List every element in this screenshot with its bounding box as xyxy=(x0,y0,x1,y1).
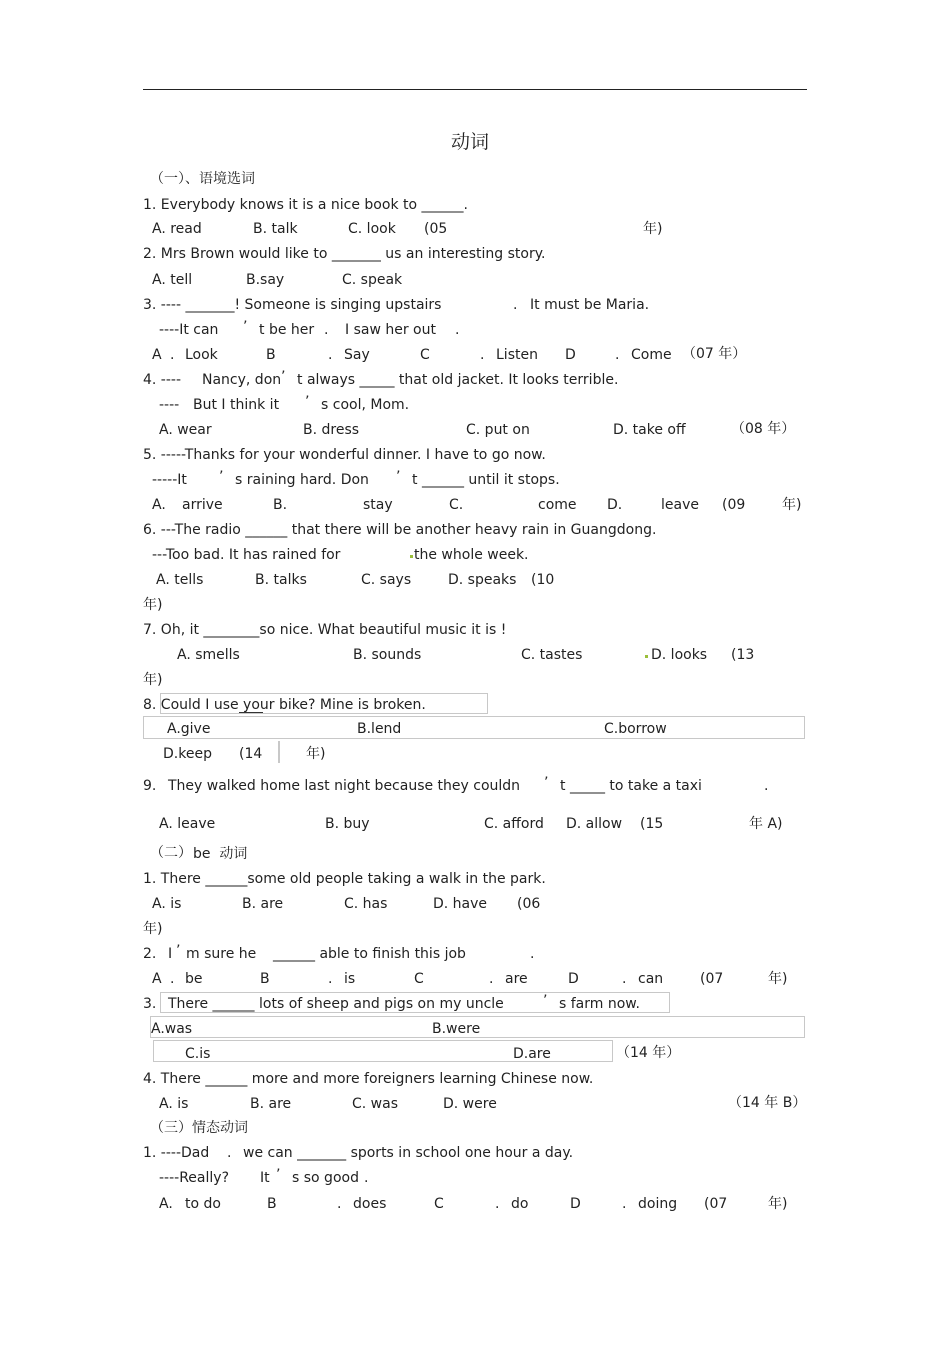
text-line: A. smells xyxy=(177,647,240,663)
text-line: (07 xyxy=(700,971,724,987)
text-line: B.say xyxy=(246,272,285,288)
text-line: 1. There ______some old people taking a walk in the park. xyxy=(143,871,546,887)
text-line: C. was xyxy=(352,1096,398,1112)
text-line: ’ xyxy=(276,1167,281,1183)
text-line: A. leave xyxy=(159,816,216,832)
text-line: C. afford xyxy=(484,816,544,832)
text-line: s so good xyxy=(292,1170,359,1186)
text-line: ’ xyxy=(176,943,181,959)
text-line: 4. There ______ more and more foreigners learning Chinese now. xyxy=(143,1071,594,1087)
text-line: doing xyxy=(638,1196,678,1212)
text-line: A. tell xyxy=(152,272,193,288)
text-line: . xyxy=(615,347,620,363)
text-line: Nancy, don xyxy=(202,372,282,388)
text-line: Look xyxy=(185,347,218,363)
text-line: A.was xyxy=(151,1021,193,1037)
text-line: . xyxy=(170,347,175,363)
text-line: A. wear xyxy=(159,422,212,438)
text-line: . xyxy=(324,322,329,338)
text-line: ----Really? xyxy=(159,1170,229,1186)
text-line: 年) xyxy=(306,746,326,762)
text-line: ’ xyxy=(243,319,248,335)
text-line: Say xyxy=(344,347,370,363)
text-line: Listen xyxy=(496,347,538,363)
text-line: （三）情态动词 xyxy=(150,1120,248,1136)
text-line: They walked home last night because they couldn xyxy=(168,778,521,794)
text-line: B. are xyxy=(242,896,284,912)
text-line: C. tastes xyxy=(521,647,583,663)
text-line: A. is xyxy=(152,896,182,912)
text-line: 年) xyxy=(768,1196,788,1212)
text-line: (06 xyxy=(517,896,541,912)
text-line: D. were xyxy=(443,1096,497,1112)
text-line: It xyxy=(260,1170,270,1186)
text-line: (09 xyxy=(722,497,746,513)
text-line: D.keep xyxy=(163,746,212,762)
text-line: does xyxy=(353,1196,387,1212)
text-line: leave xyxy=(661,497,699,513)
text-line: B. xyxy=(273,497,288,513)
text-line: B. talk xyxy=(253,221,298,237)
text-line: (10 xyxy=(531,572,555,588)
text-line: D. speaks xyxy=(448,572,517,588)
text-line: C.borrow xyxy=(604,721,667,737)
text-line: （一）、语境选词 xyxy=(150,171,255,187)
mark-dot xyxy=(645,655,648,658)
text-line: are xyxy=(505,971,528,987)
answer-box xyxy=(278,741,280,763)
text-line: (13 xyxy=(731,647,755,663)
text-line: stay xyxy=(363,497,393,513)
text-line: A. tells xyxy=(156,572,204,588)
text-line: But I think it xyxy=(193,397,280,413)
text-line: . xyxy=(495,1196,500,1212)
text-line: （14 年） xyxy=(616,1045,681,1061)
text-line: C. says xyxy=(361,572,412,588)
text-line: C. look xyxy=(348,221,396,237)
text-line: （08 年） xyxy=(731,421,796,437)
text-line: ’ xyxy=(219,469,224,485)
text-line: B. dress xyxy=(303,422,360,438)
text-line: 3. xyxy=(143,996,157,1012)
text-line: (05 xyxy=(424,221,448,237)
text-line: ’ xyxy=(281,369,286,385)
text-line: 4. ---- xyxy=(143,372,182,388)
text-line: . xyxy=(328,347,333,363)
text-line: . xyxy=(622,971,627,987)
page-title: 动词 xyxy=(451,131,490,153)
text-line: B xyxy=(260,971,270,987)
text-line: A. xyxy=(152,497,166,513)
text-line: B xyxy=(266,347,276,363)
text-line: . xyxy=(489,971,494,987)
text-line: 9. xyxy=(143,778,157,794)
text-line: Come xyxy=(631,347,672,363)
text-line: D.are xyxy=(513,1046,551,1062)
text-line: is xyxy=(344,971,356,987)
text-line: D. allow xyxy=(566,816,623,832)
text-line: B. are xyxy=(250,1096,292,1112)
text-line: ---Too bad. It has rained for xyxy=(152,547,341,563)
text-line: -----It xyxy=(152,472,187,488)
text-line: C. has xyxy=(344,896,388,912)
text-line: D xyxy=(568,971,579,987)
text-line: . xyxy=(764,778,769,794)
text-line: s raining hard. Don xyxy=(235,472,369,488)
text-line: D xyxy=(565,347,576,363)
text-line: A. read xyxy=(152,221,202,237)
text-line: . xyxy=(480,347,485,363)
text-line: D. looks xyxy=(651,647,708,663)
text-line: C xyxy=(434,1196,444,1212)
text-line: . xyxy=(622,1196,627,1212)
text-line: There ______ lots of sheep and pigs on my uncle xyxy=(168,996,504,1012)
text-line: B. sounds xyxy=(353,647,422,663)
text-line: A. is xyxy=(159,1096,189,1112)
text-line: m sure he xyxy=(186,946,257,962)
header-rule xyxy=(143,89,807,90)
text-line: . xyxy=(170,971,175,987)
text-line: A. xyxy=(159,1196,173,1212)
text-line: come xyxy=(538,497,577,513)
text-line: t be her xyxy=(259,322,315,338)
text-line: 年) xyxy=(782,497,802,513)
text-line: the whole week. xyxy=(414,547,529,563)
text-line: 8. Could I use your bike? Mine is broken. xyxy=(143,697,426,713)
text-line: C xyxy=(414,971,424,987)
text-line: B xyxy=(267,1196,277,1212)
text-line: (15 xyxy=(640,816,664,832)
text-line: . xyxy=(530,946,535,962)
text-line: do xyxy=(511,1196,529,1212)
text-line: to do xyxy=(185,1196,221,1212)
text-line: be xyxy=(185,971,203,987)
text-line: . xyxy=(513,297,518,313)
text-line: 3. ---- _______! Someone is singing upstairs xyxy=(143,297,442,313)
text-line: C. put on xyxy=(466,422,530,438)
text-line: D. have xyxy=(433,896,488,912)
text-line: （14 年 B） xyxy=(728,1095,807,1111)
text-line: 7. Oh, it ________so nice. What beautiful music it is ! xyxy=(143,622,507,638)
text-line: can xyxy=(638,971,664,987)
text-line: ’ xyxy=(543,993,548,1009)
text-line: ’ xyxy=(396,469,401,485)
text-line: be 动词 xyxy=(193,846,248,862)
text-line: t _____ to take a taxi xyxy=(560,778,702,794)
text-line: . xyxy=(328,971,333,987)
text-line: . xyxy=(455,322,460,338)
text-line: 年 A) xyxy=(749,816,783,832)
text-line: ’ xyxy=(305,394,310,410)
text-line: D. take off xyxy=(613,422,686,438)
text-line: 2. Mrs Brown would like to _______ us an interesting story. xyxy=(143,246,546,262)
text-line: 年) xyxy=(143,672,163,688)
text-line: 6. ---The radio ______ that there will be another heavy rain in Guangdong. xyxy=(143,522,657,538)
text-line: 1. ----Dad xyxy=(143,1145,210,1161)
text-line: t always _____ that old jacket. It looks terrible. xyxy=(297,372,619,388)
text-line: s cool, Mom. xyxy=(321,397,410,413)
text-line: ----It can xyxy=(159,322,219,338)
text-line: 年) xyxy=(143,597,163,613)
text-line: A xyxy=(152,347,162,363)
answer-box xyxy=(143,716,805,739)
text-line: 年) xyxy=(768,971,788,987)
text-line: . xyxy=(364,1170,369,1186)
text-line: 2. xyxy=(143,946,157,962)
text-line: ---- xyxy=(159,397,180,413)
text-line: A.give xyxy=(167,721,211,737)
text-line: (14 xyxy=(239,746,263,762)
text-line: （二） xyxy=(150,845,192,861)
text-line: A xyxy=(152,971,162,987)
text-line: C xyxy=(420,347,430,363)
text-line: ______ able to finish this job xyxy=(273,946,466,962)
text-line: arrive xyxy=(182,497,223,513)
text-line: ’ xyxy=(544,775,549,791)
text-line: I saw her out xyxy=(345,322,436,338)
text-line: . xyxy=(337,1196,342,1212)
text-line: s farm now. xyxy=(559,996,640,1012)
text-line: C. speak xyxy=(342,272,403,288)
text-line: D xyxy=(570,1196,581,1212)
text-line: t ______ until it stops. xyxy=(412,472,560,488)
text-line: 5. -----Thanks for your wonderful dinner. I have to go now. xyxy=(143,447,546,463)
text-line: It must be Maria. xyxy=(530,297,650,313)
text-line: 年) xyxy=(643,221,663,237)
text-line: B. talks xyxy=(255,572,307,588)
text-line: . xyxy=(227,1145,232,1161)
mark-dot xyxy=(410,555,413,558)
text-line: C.is xyxy=(185,1046,211,1062)
text-line: B.were xyxy=(432,1021,481,1037)
text-line: 1. Everybody knows it is a nice book to ______. xyxy=(143,197,468,213)
text-line: B.lend xyxy=(357,721,402,737)
text-line: C. xyxy=(449,497,464,513)
text-line: 年) xyxy=(143,921,163,937)
text-line: we can _______ sports in school one hour a day. xyxy=(243,1145,574,1161)
text-line: (07 xyxy=(704,1196,728,1212)
text-line: B. buy xyxy=(325,816,370,832)
text-line: （07 年） xyxy=(682,346,747,362)
text-line: D. xyxy=(607,497,623,513)
text-line: I xyxy=(168,946,173,962)
